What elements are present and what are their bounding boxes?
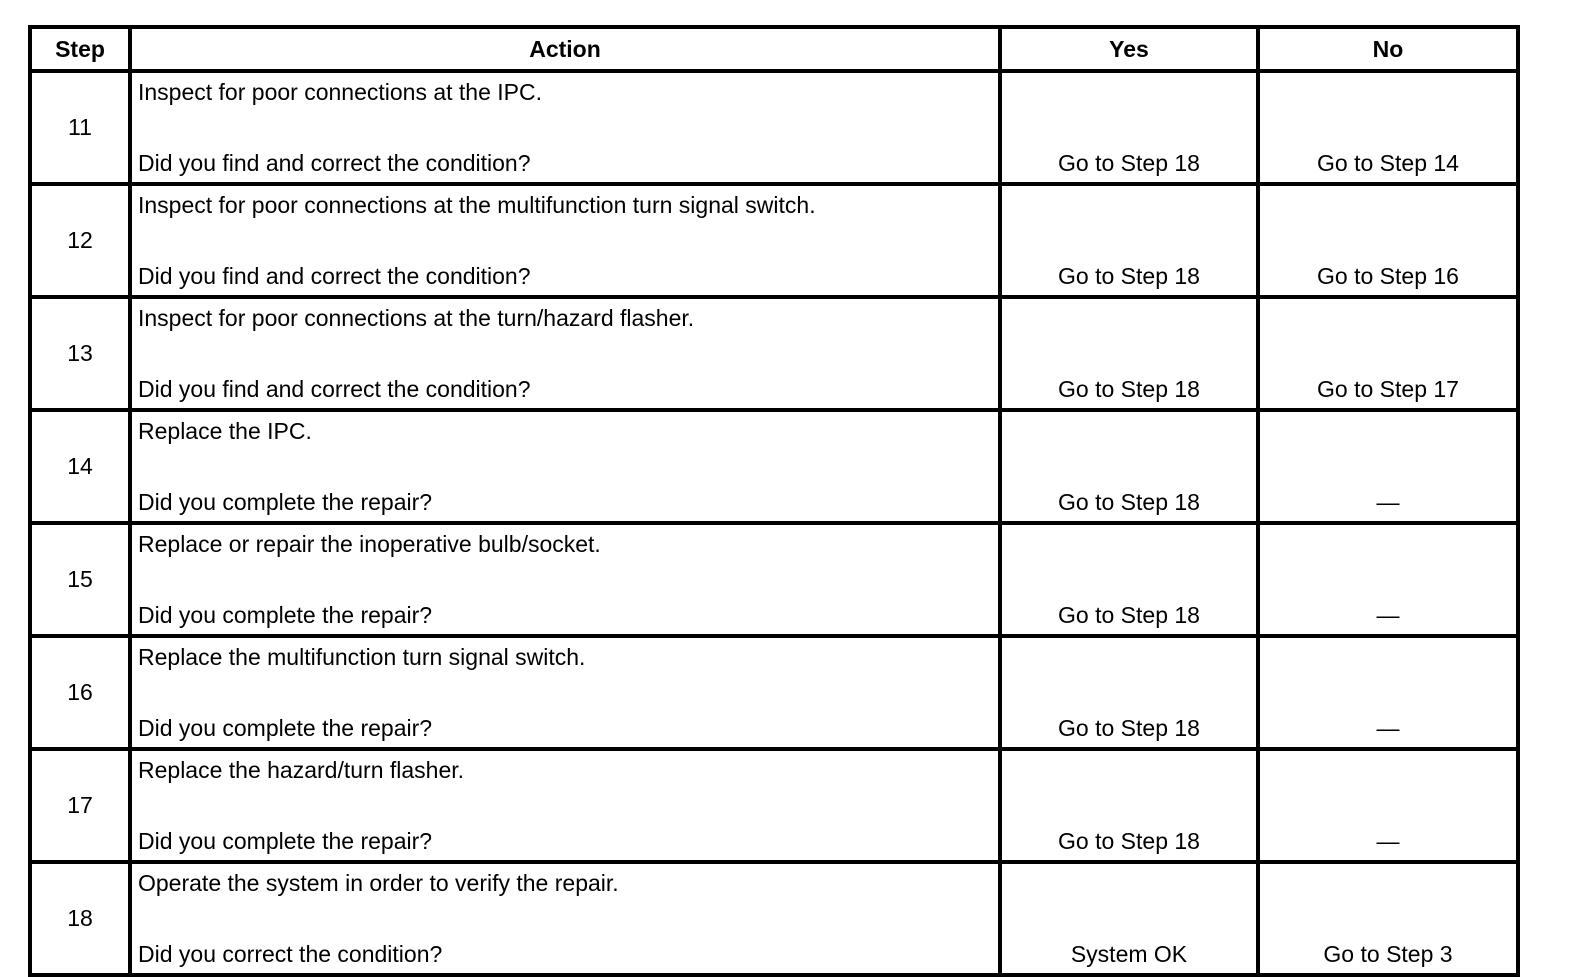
table-row bbox=[30, 523, 1518, 636]
action-instruction: Inspect for poor connections at the multifunction turn signal switch. bbox=[138, 192, 816, 218]
no-result: Go to Step 3 bbox=[1258, 862, 1518, 975]
action-instruction: Operate the system in order to verify the repair. bbox=[138, 870, 619, 896]
action-cell bbox=[130, 410, 1000, 523]
action-cell bbox=[130, 862, 1000, 975]
no-result: — bbox=[1258, 410, 1518, 523]
yes-result: Go to Step 18 bbox=[1000, 636, 1258, 749]
step-number: 16 bbox=[30, 636, 130, 749]
step-number: 12 bbox=[30, 184, 130, 297]
step-number: 11 bbox=[30, 71, 130, 184]
step-number: 18 bbox=[30, 862, 130, 975]
header-step: Step bbox=[30, 27, 130, 71]
step-number: 15 bbox=[30, 523, 130, 636]
table-row bbox=[30, 71, 1518, 184]
no-result: Go to Step 16 bbox=[1258, 184, 1518, 297]
action-question: Did you find and correct the condition? bbox=[138, 376, 531, 402]
header-yes: Yes bbox=[1000, 27, 1258, 71]
yes-result: Go to Step 18 bbox=[1000, 523, 1258, 636]
table-row bbox=[30, 636, 1518, 749]
action-cell bbox=[130, 523, 1000, 636]
action-instruction: Inspect for poor connections at the turn/hazard flasher. bbox=[138, 305, 695, 331]
table-header-row bbox=[30, 27, 1518, 71]
action-instruction: Replace the hazard/turn flasher. bbox=[138, 757, 465, 783]
yes-result: Go to Step 18 bbox=[1000, 410, 1258, 523]
action-cell bbox=[130, 636, 1000, 749]
step-number: 17 bbox=[30, 749, 130, 862]
table-row bbox=[30, 410, 1518, 523]
action-question: Did you find and correct the condition? bbox=[138, 263, 531, 289]
table-row bbox=[30, 749, 1518, 862]
diagnostic-table bbox=[28, 25, 1520, 977]
header-no: No bbox=[1258, 27, 1518, 71]
step-number: 14 bbox=[30, 410, 130, 523]
no-result: — bbox=[1258, 749, 1518, 862]
action-cell bbox=[130, 297, 1000, 410]
action-question: Did you correct the condition? bbox=[138, 941, 443, 967]
action-question: Did you find and correct the condition? bbox=[138, 150, 531, 176]
action-instruction: Replace the multifunction turn signal switch. bbox=[138, 644, 586, 670]
no-result: — bbox=[1258, 636, 1518, 749]
yes-result: Go to Step 18 bbox=[1000, 184, 1258, 297]
yes-result: Go to Step 18 bbox=[1000, 71, 1258, 184]
action-question: Did you complete the repair? bbox=[138, 602, 433, 628]
action-instruction: Replace the IPC. bbox=[138, 418, 312, 444]
no-result: Go to Step 14 bbox=[1258, 71, 1518, 184]
action-instruction: Inspect for poor connections at the IPC. bbox=[138, 79, 543, 105]
table-row bbox=[30, 862, 1518, 975]
action-cell bbox=[130, 71, 1000, 184]
action-cell bbox=[130, 184, 1000, 297]
step-number: 13 bbox=[30, 297, 130, 410]
yes-result: Go to Step 18 bbox=[1000, 749, 1258, 862]
table-row bbox=[30, 184, 1518, 297]
yes-result: Go to Step 18 bbox=[1000, 297, 1258, 410]
no-result: — bbox=[1258, 523, 1518, 636]
header-action: Action bbox=[130, 27, 1000, 71]
table-row bbox=[30, 297, 1518, 410]
action-question: Did you complete the repair? bbox=[138, 715, 433, 741]
no-result: Go to Step 17 bbox=[1258, 297, 1518, 410]
action-question: Did you complete the repair? bbox=[138, 489, 433, 515]
action-cell bbox=[130, 749, 1000, 862]
action-question: Did you complete the repair? bbox=[138, 828, 433, 854]
action-instruction: Replace or repair the inoperative bulb/socket. bbox=[138, 531, 601, 557]
yes-result: System OK bbox=[1000, 862, 1258, 975]
